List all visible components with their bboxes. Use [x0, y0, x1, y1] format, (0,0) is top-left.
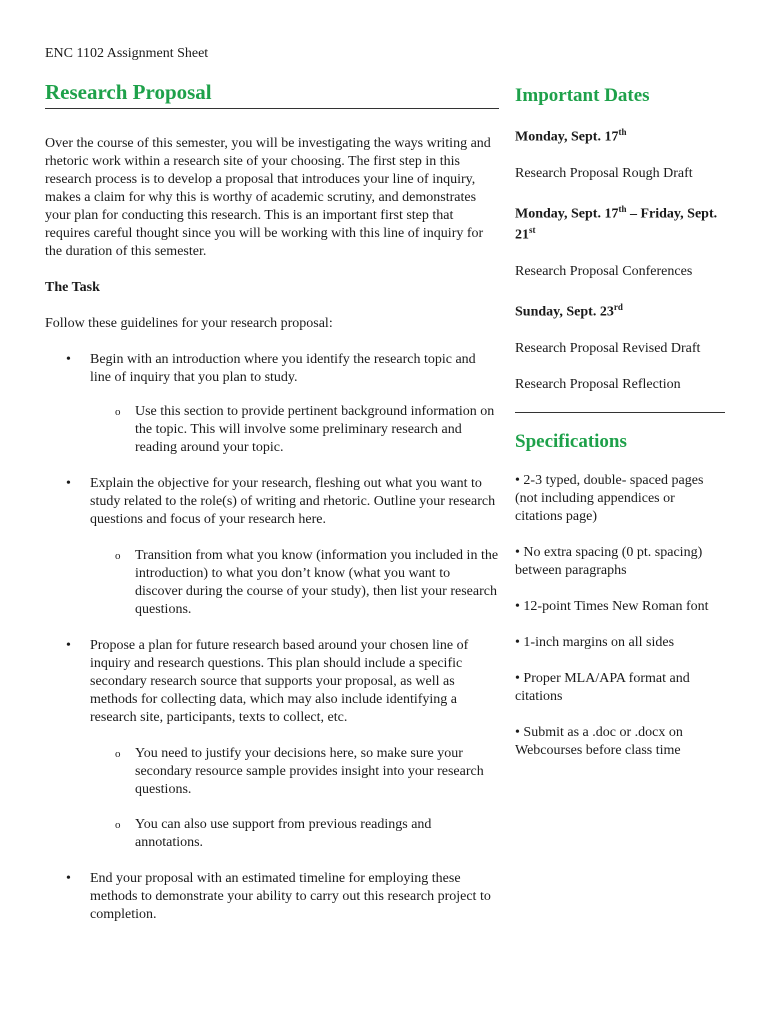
page-title: Research Proposal [45, 80, 499, 109]
date-label: Monday, Sept. 17th [515, 127, 627, 145]
subitem-text: Transition from what you know (information you included in the introduction) to what you don’t know (what you want to discover during the course of your study), then list your research questions. [135, 548, 499, 617]
guideline-list [45, 351, 499, 924]
sub-bullet-icon: o [115, 748, 121, 760]
guideline-item-objective [45, 475, 499, 529]
task-heading: The Task [45, 280, 100, 295]
guideline-subitem [45, 745, 499, 799]
document-header: ENC 1102 Assignment Sheet [45, 46, 209, 61]
bullet-icon: • [66, 352, 71, 367]
subitem-text: You need to justify your decisions here, so make sure your secondary resource sample provides insight into your research questions. [135, 746, 484, 797]
subitem-text: Use this section to provide pertinent background information on the topic. This will involve some preliminary research and reading around your topic. [135, 404, 495, 455]
spec-item: • 1-inch margins on all sides [515, 634, 675, 650]
sub-bullet-icon: o [115, 406, 121, 418]
guideline-item-timeline [45, 870, 499, 924]
main-column [45, 80, 499, 924]
sub-bullet-icon: o [115, 550, 121, 562]
date-label: Sunday, Sept. 23rd [515, 301, 623, 320]
guideline-item-introduction [45, 351, 499, 387]
sub-bullet-icon: o [115, 819, 121, 831]
spec-item: • 2-3 typed, double- spaced pages (not including appendices or citations page) [515, 472, 704, 524]
important-dates-heading: Important Dates [515, 85, 650, 106]
guidelines-intro: Follow these guidelines for your research proposal: [45, 316, 333, 331]
bullet-icon: • [66, 871, 71, 886]
bullet-icon: • [66, 476, 71, 491]
guideline-text: End your proposal with an estimated timeline for employing these methods to demonstrate your ability to carry out this research project to completion. [90, 871, 491, 922]
bullet-icon: • [66, 638, 71, 653]
guideline-subitem [45, 816, 499, 852]
date-description: Research Proposal Revised Draft [515, 340, 701, 356]
spec-item: • No extra spacing (0 pt. spacing) between paragraphs [515, 544, 703, 578]
guideline-subitem [45, 547, 499, 619]
spec-item: • Proper MLA/APA format and citations [515, 670, 690, 704]
sidebar [515, 84, 725, 760]
guideline-text: Begin with an introduction where you identify the research topic and line of inquiry that you plan to study. [90, 352, 476, 385]
guideline-item-plan [45, 637, 499, 727]
spec-item: • Submit as a .doc or .docx on Webcourses before class time [515, 724, 683, 758]
subitem-text: You can also use support from previous readings and annotations. [135, 817, 432, 850]
guideline-subitem [45, 403, 499, 457]
date-description: Research Proposal Rough Draft [515, 165, 693, 181]
specifications-heading: Specifications [515, 430, 627, 452]
spec-item: • 12-point Times New Roman font [515, 598, 709, 614]
guideline-text: Explain the objective for your research, fleshing out what you want to study related to the role(s) of writing and rhetoric. Outline your research questions and focus of your research here. [90, 476, 496, 527]
date-description: Research Proposal Conferences [515, 263, 693, 279]
sidebar-divider [515, 412, 725, 413]
date-description: Research Proposal Reflection [515, 376, 681, 392]
intro-paragraph: Over the course of this semester, you will be investigating the ways writing and rhetoric work within a research site of your choosing. The first step in this research process is to develop a proposal that introduces your line of inquiry, makes a claim for why this is worthy of academic scrutiny, and demonstrates your plan for conducting this research. This is an important first step that requires careful thought since you will be working with this line of inquiry for the duration of this semester. [45, 136, 491, 259]
guideline-text: Propose a plan for future research based around your chosen line of inquiry and research questions. This plan should include a specific secondary research source that supports your proposal, as well as methods for collecting data, which may also include identifying a research site, participants, texts to collect, etc. [90, 638, 469, 725]
date-label: Monday, Sept. 17th – Friday, Sept. 21st [515, 203, 718, 243]
